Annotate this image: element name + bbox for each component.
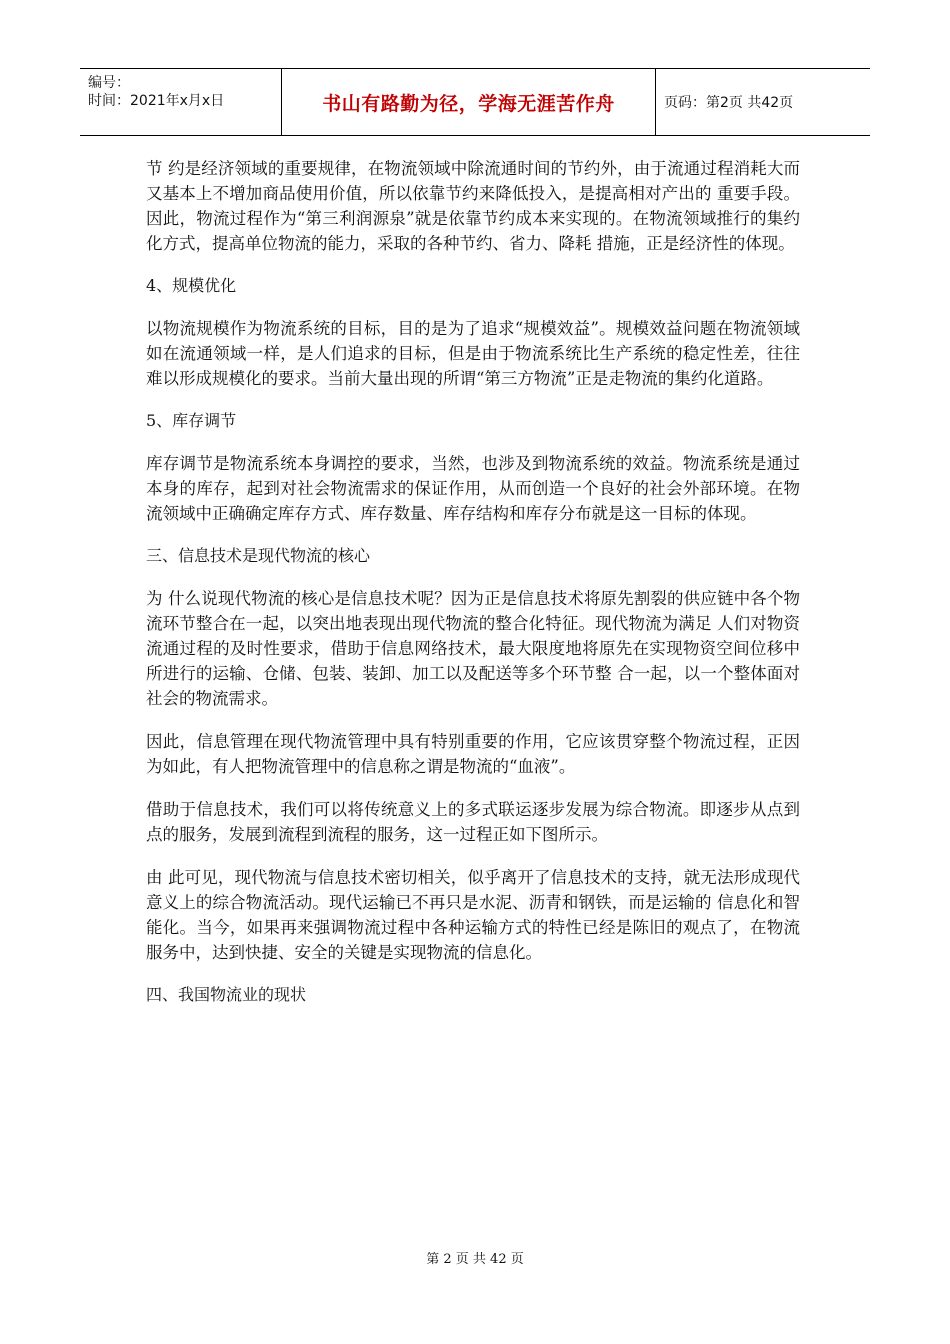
header-page-info: 页码：第2页 共42页 — [664, 95, 794, 111]
heading-inventory-adjustment: 5、库存调节 — [146, 411, 237, 430]
paragraph-inventory: 库存调节是物流系统本身调控的要求，当然，也涉及到物流系统的效益。物流系统是通过本身的库存，起到对社会物流需求的保证作用，从而创造一个良好的社会外部环境。在物流领域中正确确定库存方式、库存数量、库存结构和库存分布就是这一目标的体现。 — [146, 454, 800, 523]
paragraph-economy: 节 约是经济领域的重要规律，在物流领域中除流通时间的节约外，由于流通过程消耗大而又基本上不增加商品使用价值，所以依靠节约来降低投入，是提高相对产出的 重要手段。因此，物流过程作为“第三利润源泉”就是依靠节约成本来实现的。在物流领域推行的集约化方式，提高单位物流的能力，采取的各种节约、省力、降耗 措施，正是经济性的体现。 — [146, 159, 800, 253]
page-footer: 第 2 页 共 42 页 — [426, 1252, 524, 1267]
document-number: 编号： — [88, 75, 130, 91]
paragraph-info-management: 因此，信息管理在现代物流管理中具有特别重要的作用，它应该贯穿整个物流过程，正因为如此，有人把物流管理中的信息称之谓是物流的“血液”。 — [146, 732, 800, 776]
header-meta — [80, 69, 282, 135]
header-motto: 书山有路勤为径，学海无涯苦作舟 — [322, 92, 615, 115]
paragraph-scale: 以物流规模作为物流系统的目标，目的是为了追求“规模效益”。规模效益问题在物流领域如在流通领域一样，是人们追求的目标，但是由于物流系统比生产系统的稳定性差，往往难以形成规模化的要求。当前大量出现的所谓“第三方物流”正是走物流的集约化道路。 — [146, 319, 800, 388]
document-header — [80, 68, 870, 136]
heading-scale-optimization: 4、规模优化 — [146, 276, 237, 295]
document-date: 时间：2021年x月x日 — [88, 93, 225, 109]
heading-china-logistics-status: 四、我国物流业的现状 — [146, 985, 307, 1004]
paragraph-integrated-logistics: 借助于信息技术，我们可以将传统意义上的多式联运逐步发展为综合物流。即逐步从点到点的服务，发展到流程到流程的服务，这一过程正如下图所示。 — [146, 800, 800, 844]
header-motto-cell — [282, 69, 656, 135]
document-body — [146, 156, 800, 1025]
heading-information-technology: 三、信息技术是现代物流的核心 — [146, 546, 371, 565]
paragraph-it-core: 为 什么说现代物流的核心是信息技术呢？因为正是信息技术将原先割裂的供应链中各个物流环节整合在一起，以突出地表现出现代物流的整合化特征。现代物流为满足 人们对物资流通过程的及时性要求，借助于信息网络技术，最大限度地将原先在实现物资空间位移中所进行的运输、仓储、包装、装卸、加工以及配送等多个环节整 合一起，以一个整体面对社会的物流需求。 — [146, 589, 800, 708]
paragraph-informatization: 由 此可见，现代物流与信息技术密切相关，似乎离开了信息技术的支持，就无法形成现代意义上的综合物流活动。现代运输已不再只是水泥、沥青和钢铁，而是运输的 信息化和智能化。当今，如果再来强调物流过程中各种运输方式的特性已经是陈旧的观点了，在物流服务中，达到快捷、安全的关键是实现物流的信息化。 — [146, 868, 800, 962]
